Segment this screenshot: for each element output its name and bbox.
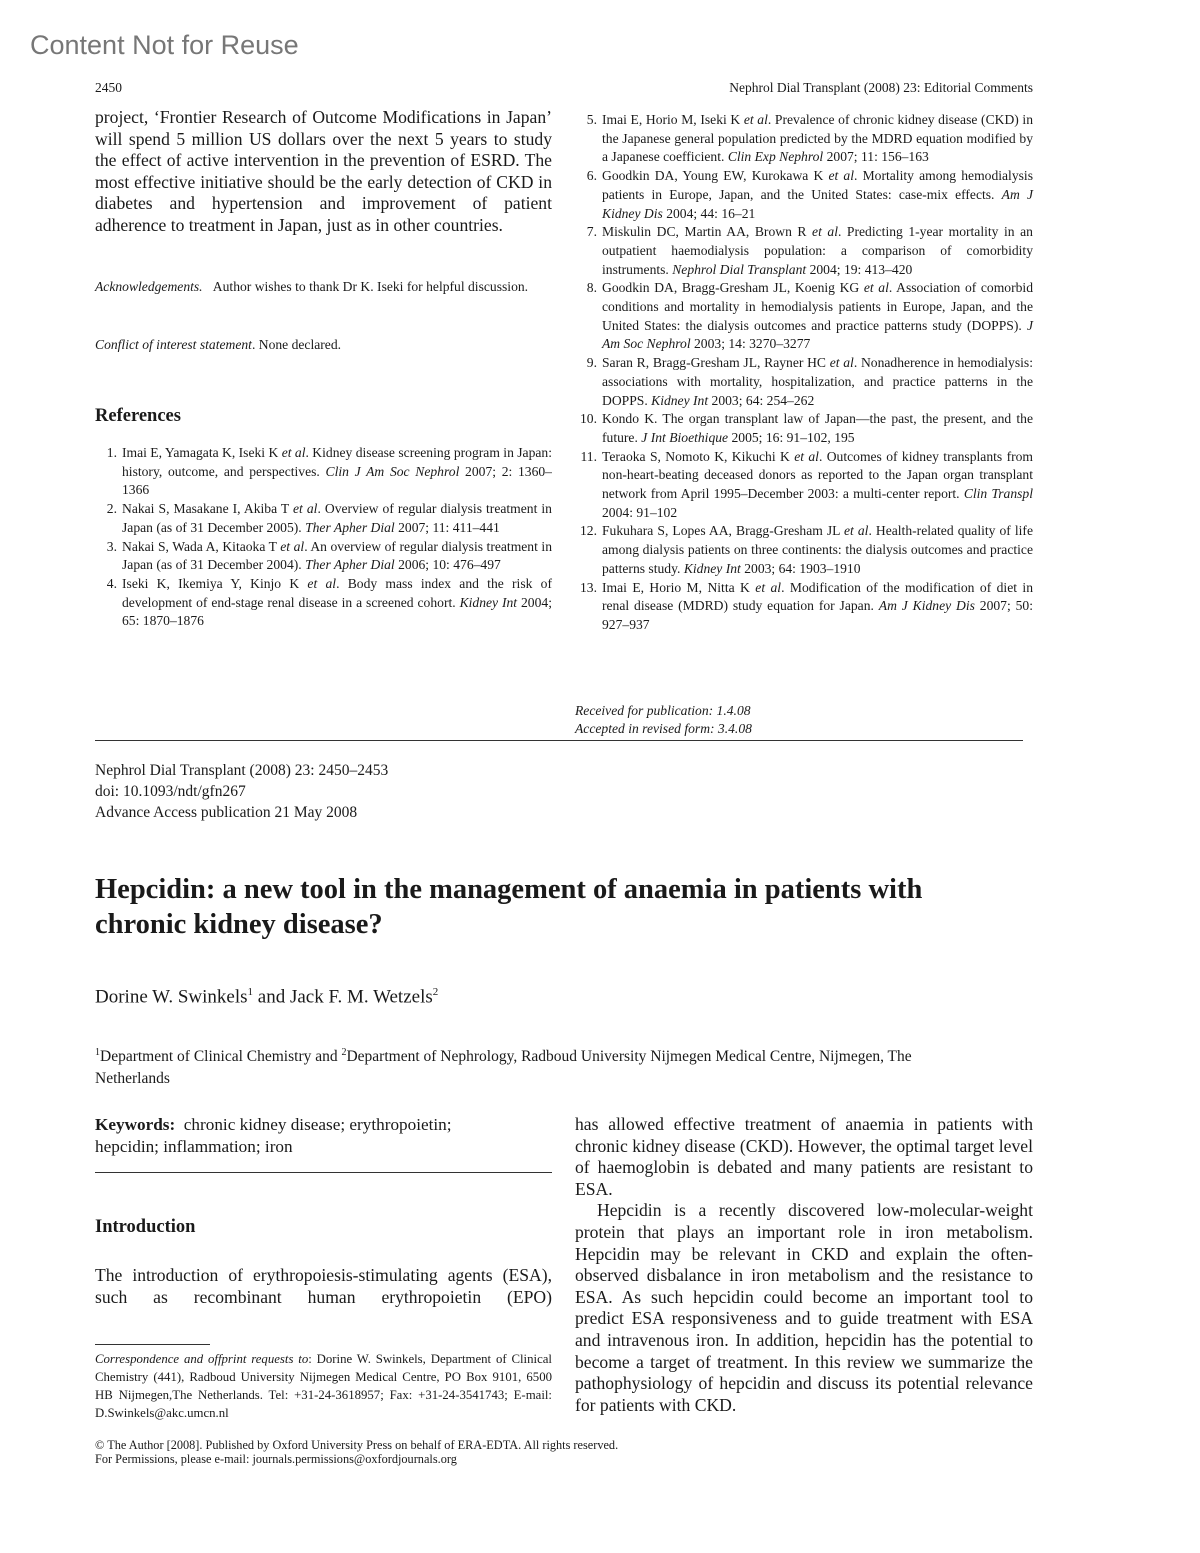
reference-text: 2003; 64: 1903–1910 xyxy=(740,560,861,576)
permissions: For Permissions, please e-mail: journals.permissions@oxfordjournals.org xyxy=(95,1452,457,1466)
article-title: Hepcidin: a new tool in the management of anaemia in patients with chronic kidney disease? xyxy=(95,874,923,940)
reference-item xyxy=(95,538,552,575)
keywords-label: Keywords: xyxy=(95,1115,176,1134)
author-1-sup: 1 xyxy=(247,986,254,998)
received-date: Received for publication: 1.4.08 xyxy=(575,703,751,718)
affil-sup-2: 2 xyxy=(341,1047,347,1058)
reference-italic-text: et al xyxy=(812,224,838,240)
ack-label: Acknowledgements. xyxy=(95,279,203,294)
coi-label: Conflict of interest statement xyxy=(95,337,252,352)
reference-number: 4. xyxy=(106,575,117,591)
copyright: © The Author [2008]. Published by Oxford University Press on behalf of ERA-EDTA. All rights reserved. xyxy=(95,1438,619,1452)
reference-text: . Health-related quality of life among dialysis patients on three continents: the dialysis outcomes and practice patterns study. xyxy=(602,523,1033,576)
reference-text: 2003; 14: 3270–3277 xyxy=(690,336,811,352)
reference-text: Teraoka S, Nomoto K, Kikuchi K xyxy=(602,448,795,464)
reference-text: Fukuhara S, Lopes AA, Bragg-Gresham JL xyxy=(602,523,845,539)
publication-dates xyxy=(575,702,752,738)
reference-text: Imai E, Horio M, Nitta K xyxy=(602,579,756,595)
reference-number: 5. xyxy=(586,112,597,127)
reference-text: . Overview of regular dialysis treatment in Japan (as of 31 December 2005). xyxy=(122,501,552,535)
reference-item xyxy=(575,223,1033,279)
reference-italic-text: J Int Bioethique xyxy=(641,429,729,445)
reference-number: 11. xyxy=(580,448,597,464)
reference-text: Nakai S, Masakane I, Akiba T xyxy=(122,501,294,517)
affiliations xyxy=(95,1042,925,1090)
intro-left-text: The introduction of erythropoiesis-stimulating agents (ESA), such as recombinant human erythropoietin (EPO) xyxy=(95,1265,552,1307)
reference-text: . Outcomes of kidney transplants from non-heart-beating deceased donors as reported to the Japan organ transplant network from April 1995–December 2003: a multi-center report. xyxy=(602,448,1033,502)
reference-italic-text: et al xyxy=(293,501,318,517)
conflict-of-interest xyxy=(95,336,552,355)
page-number: 2450 xyxy=(95,80,122,95)
reference-text: Imai E, Horio M, Iseki K xyxy=(602,112,744,127)
reference-text: 2007; 11: 411–441 xyxy=(394,519,500,535)
reference-italic-text: et al xyxy=(828,168,855,184)
reference-text: 2005; 16: 91–102, 195 xyxy=(728,429,855,445)
intro-paragraph-1: has allowed effective treatment of anaemia in patients with chronic kidney disease (CKD). However, the optimal target level of haemoglobin is debated and many patients are resistant to ESA. xyxy=(575,1114,1033,1199)
references-list-left xyxy=(95,444,552,631)
reference-italic-text: Ther Apher Dial xyxy=(305,557,395,573)
reference-text: 2004; 44: 16–21 xyxy=(662,205,756,221)
reference-item xyxy=(95,500,552,537)
reference-text: 2004: 91–102 xyxy=(602,504,678,520)
reference-text: Imai E, Yamagata K, Iseki K xyxy=(122,445,282,460)
reference-text: 2003; 64: 254–262 xyxy=(708,392,815,408)
reference-italic-text: Clin J Am Soc Nephrol xyxy=(325,463,460,479)
author-1: Dorine W. Swinkels xyxy=(95,986,248,1008)
reference-item xyxy=(575,111,1033,167)
reference-number: 10. xyxy=(580,411,597,427)
references-list-right xyxy=(575,111,1033,635)
citation: Nephrol Dial Transplant (2008) 23: 2450–2453 xyxy=(95,762,389,779)
reference-text: 2006; 10: 476–497 xyxy=(394,557,501,573)
and: and xyxy=(253,986,290,1008)
acknowledgements xyxy=(95,278,552,297)
reference-text: 2007; 2: 1360–1366 xyxy=(122,463,552,498)
accepted-date: Accepted in revised form: 3.4.08 xyxy=(575,721,752,736)
reference-text: . Body mass index and the risk of development of end-stage renal disease in a screened cohort. xyxy=(122,575,552,610)
author-2: Jack F. M. Wetzels xyxy=(289,986,433,1008)
article-divider xyxy=(95,740,1023,741)
reference-italic-text: Clin Exp Nephrol xyxy=(727,149,824,165)
reference-text: Miskulin DC, Martin AA, Brown R xyxy=(602,224,813,240)
advance-access: Advance Access publication 21 May 2008 xyxy=(95,804,358,821)
reference-text: . Kidney disease screening program in Japan: history, outcome, and perspectives. xyxy=(122,445,552,479)
keywords xyxy=(95,1114,515,1157)
closing-paragraph: project, ‘Frontier Research of Outcome Modifications in Japan’ will spend 5 million US dollars over the next 5 years to study the effect of active intervention in the prevention of ESRD. The most effective initiative should be the early detection of CKD in diabetes and hypertension and improvement of patient adherence to treatment in Japan, just as in other countries. xyxy=(95,107,552,235)
reference-text: Saran R, Bragg-Gresham JL, Rayner HC xyxy=(602,355,830,371)
reference-italic-text: Ther Apher Dial xyxy=(305,519,395,535)
coi-text: . None declared. xyxy=(251,337,342,352)
reference-number: 6. xyxy=(586,168,597,184)
reference-italic-text: et al xyxy=(280,538,305,554)
reference-italic-text: et al xyxy=(755,579,782,595)
reference-text: 2007; 50: 927–937 xyxy=(602,598,1033,632)
copyright-block xyxy=(95,1438,618,1466)
affil-sup-1: 1 xyxy=(95,1047,100,1058)
reference-item xyxy=(575,167,1033,223)
ack-text: Author wishes to thank Dr K. Iseki for helpful discussion. xyxy=(212,279,529,294)
reference-number: 7. xyxy=(586,224,597,240)
affiliation-1: Department of Clinical Chemistry and xyxy=(100,1048,342,1066)
reference-number: 8. xyxy=(586,280,597,296)
reference-text: . Predicting 1-year mortality in an outpatient haemodialysis population: a comparison of comorbidity instruments. xyxy=(602,224,1033,277)
reference-item xyxy=(95,444,552,500)
reference-number: 2. xyxy=(106,501,117,517)
affiliation-2: Department of Nephrology, Radboud University Nijmegen Medical Centre, Nijmegen, The Netherlands xyxy=(95,1048,912,1088)
reference-italic-text: et al xyxy=(844,523,869,539)
reference-italic-text: J Am Soc Nephrol xyxy=(602,317,1033,352)
reference-text: Nakai S, Wada A, Kitaoka T xyxy=(122,538,281,554)
reference-item xyxy=(575,579,1033,635)
reference-italic-text: Kidney Int xyxy=(683,560,741,576)
reference-italic-text: et al xyxy=(829,355,854,371)
intro-right-column xyxy=(575,1114,1033,1416)
running-title: Nephrol Dial Transplant (2008) 23: Editorial Comments xyxy=(729,80,1033,95)
reference-text: Goodkin DA, Bragg-Gresham JL, Koenig KG xyxy=(602,280,864,296)
reference-italic-text: Nephrol Dial Transplant xyxy=(672,261,807,277)
reference-text: . Nonadherence in hemodialysis: associations with mortality, hospitalization, and practice patterns in the DOPPS. xyxy=(602,355,1033,408)
reference-text: . Modification of the modification of diet in renal disease (MDRD) study equation for Japan. xyxy=(602,579,1033,614)
author-2-sup: 2 xyxy=(432,986,439,998)
reference-italic-text: et al xyxy=(863,280,889,296)
introduction-heading: Introduction xyxy=(95,1217,196,1237)
reference-number: 3. xyxy=(106,538,117,554)
reference-item xyxy=(575,448,1033,523)
reference-text: . An overview of regular dialysis treatment in Japan (as of 31 December 2004). xyxy=(122,538,552,573)
reference-text: Goodkin DA, Young EW, Kurokawa K xyxy=(602,168,829,184)
reference-italic-text: et al xyxy=(307,575,337,591)
reference-italic-text: Am J Kidney Dis xyxy=(878,598,975,614)
reference-italic-text: et al xyxy=(794,448,819,464)
correspondence-footnote xyxy=(95,1350,552,1422)
reference-item xyxy=(575,279,1033,354)
reference-italic-text: et al xyxy=(743,112,768,127)
reference-text: . Mortality among hemodialysis patients in Europe, Japan, and the United States: case-mix effects. xyxy=(602,168,1033,202)
reference-item xyxy=(575,410,1033,447)
reference-number: 1. xyxy=(106,445,117,460)
authors xyxy=(95,986,438,1008)
reference-item xyxy=(575,354,1033,410)
reference-italic-text: et al xyxy=(281,445,306,460)
reference-text: Kondo K. The organ transplant law of Japan—the past, the present, and the future. xyxy=(602,411,1033,445)
keywords-divider xyxy=(95,1172,552,1173)
reference-italic-text: Kidney Int xyxy=(651,392,709,408)
article-citation-block xyxy=(95,760,388,823)
correspondence-label: Correspondence and offprint requests to xyxy=(95,1352,309,1366)
reference-item xyxy=(95,575,552,631)
reference-number: 9. xyxy=(586,355,597,371)
reference-number: 13. xyxy=(580,579,597,595)
doi: doi: 10.1093/ndt/gfn267 xyxy=(95,783,246,800)
reference-item xyxy=(575,522,1033,578)
footnote-rule xyxy=(95,1344,210,1345)
reference-number: 12. xyxy=(580,523,597,539)
reference-text: 2004; 19: 413–420 xyxy=(806,261,913,277)
reference-italic-text: Am J Kidney Dis xyxy=(602,186,1033,221)
correspondence-text: : Dorine W. Swinkels, Department of Clinical Chemistry (441), Radboud University Nijmegen Medical Centre, PO Box 9101, 6500 HB Nijmegen,The Netherlands. Tel: +31-24-3618957; Fax: +31-24-3541743; E-mail: D.Swinkels@akc.umcn.nl xyxy=(95,1352,552,1420)
reference-text: 2004; 65: 1870–1876 xyxy=(122,594,552,629)
references-heading: References xyxy=(95,406,181,426)
keywords-text: chronic kidney disease; erythropoietin; hepcidin; inflammation; iron xyxy=(95,1115,452,1156)
reference-italic-text: Kidney Int xyxy=(459,594,518,610)
reference-text: . Prevalence of chronic kidney disease (CKD) in the Japanese general population predicted by the MDRD equation modified by a Japanese coefficient. xyxy=(602,112,1034,165)
intro-paragraph-2: Hepcidin is a recently discovered low-molecular-weight protein that plays an important role in iron metabolism. Hepcidin may be relevant in CKD and explain the often-observed disbalance in iron metabolism and the resistance to ESA. As such hepcidin could become an important tool to predict ESA responsiveness and to guide treatment with ESA and intravenous iron. In addition, hepcidin has the potential to become a target of treatment. In this review we summarize the pathophysiology of hepcidin and discuss its potential relevance for patients with CKD. xyxy=(575,1200,1033,1415)
reference-text: . Association of comorbid conditions and mortality in hemodialysis patients in Europe, Japan, and the United States: the dialysis outcomes and practice patterns study (DOPPS). xyxy=(602,280,1033,333)
reference-text: 2007; 11: 156–163 xyxy=(823,149,929,165)
reference-text: Iseki K, Ikemiya Y, Kinjo K xyxy=(122,575,308,591)
watermark: Content Not for Reuse xyxy=(30,30,299,60)
reference-italic-text: Clin Transpl xyxy=(963,486,1034,502)
